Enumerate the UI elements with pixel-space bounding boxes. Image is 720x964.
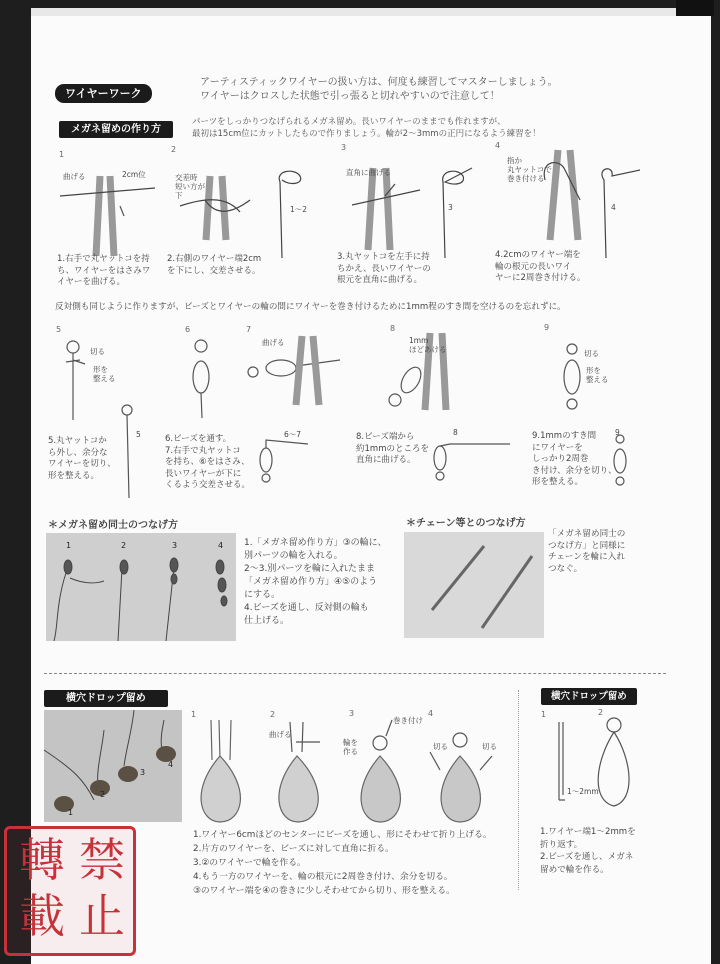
caption-line: ち、ワイヤーをはさみワ bbox=[57, 265, 151, 276]
join-title: ＊メガネ留め同士のつなげ方 bbox=[48, 520, 178, 531]
photo-number: 4 bbox=[168, 760, 174, 769]
caption-line: ワイヤーを切り、 bbox=[48, 459, 116, 469]
caption-line: 「メガネ留め同士の bbox=[548, 529, 626, 539]
step-number: 1 bbox=[541, 710, 547, 719]
caption-line: 2〜3.別パーツを輪に入れたまま bbox=[244, 564, 375, 574]
hand-note: 巻き付け bbox=[393, 716, 423, 725]
caption-line: 別パーツの輪を入れる。 bbox=[244, 551, 343, 561]
step-number: 2 bbox=[270, 710, 276, 719]
caption-line: き付け、余分を切り、 bbox=[532, 465, 617, 476]
hand-note bbox=[343, 738, 358, 756]
caption-line: つなげ方」と同様に bbox=[548, 540, 626, 551]
caption-line: 2.右側のワイヤー端2cm bbox=[167, 254, 262, 264]
hand-note-part: 1〜2 bbox=[567, 787, 585, 796]
step-caption bbox=[48, 436, 116, 482]
caption-line: 4.2cmのワイヤー端を bbox=[495, 250, 581, 260]
caption-line: 長いワイヤーが下に bbox=[165, 468, 242, 479]
step-number: 4 bbox=[495, 141, 501, 150]
hand-note-line: 丸ヤットコで bbox=[507, 165, 552, 174]
caption-line: 2.片方のワイヤーを、ビーズに対して直角に折る。 bbox=[193, 844, 394, 854]
caption-line: 1.ワイヤー端1〜2mmを bbox=[540, 827, 636, 837]
caption-line: 約1mmのところを bbox=[356, 443, 429, 454]
chain-photo bbox=[404, 532, 544, 638]
caption-line: つなぐ。 bbox=[548, 563, 583, 574]
caption-line: 9.1mmのすき間 bbox=[532, 431, 597, 441]
hand-note-line: 短い方が bbox=[175, 182, 205, 191]
step-caption bbox=[356, 432, 429, 467]
step-number: 4 bbox=[428, 709, 434, 718]
caption-line: 形を整える。 bbox=[532, 477, 584, 487]
step-number: 9 bbox=[544, 323, 550, 332]
hand-note bbox=[409, 336, 447, 354]
hand-note-line: 下 bbox=[175, 191, 183, 200]
join-steps bbox=[244, 537, 387, 628]
caption-line: 折り返す。 bbox=[540, 839, 583, 850]
step-number: 3 bbox=[349, 709, 355, 718]
caption-line: イヤーを曲げる。 bbox=[57, 277, 126, 287]
join-photo-art bbox=[46, 533, 236, 641]
drop2-steps bbox=[540, 826, 636, 876]
hand-note-line: ほどあける bbox=[409, 345, 447, 354]
note-line: パーツをしっかりつなげられるメガネ留め。長いワイヤーのままでも作れますが、 bbox=[192, 117, 506, 127]
chain-title: ＊チェーン等とのつなげ方 bbox=[406, 518, 526, 529]
caption-line: 直角に曲げる。 bbox=[356, 455, 416, 465]
hand-note bbox=[507, 156, 552, 183]
step-number: 2 bbox=[598, 708, 604, 717]
caption-line: 輪の根元の長いワイ bbox=[495, 261, 572, 272]
hand-note-line: 輪を bbox=[343, 738, 358, 747]
photo-number: 1 bbox=[68, 808, 74, 817]
step-number: 7 bbox=[246, 325, 252, 334]
photo-number: 3 bbox=[140, 768, 146, 777]
hand-note-line: 整える bbox=[586, 375, 609, 384]
hand-note: 切る bbox=[584, 349, 599, 358]
step-number: 3 bbox=[341, 143, 347, 152]
hand-note-part: mm bbox=[584, 787, 599, 796]
step-number: 5 bbox=[56, 325, 62, 334]
hand-note: 曲げる bbox=[262, 338, 285, 347]
section-divider bbox=[44, 673, 666, 674]
caption-line: 1.ワイヤー6cmほどのセンターにビーズを通し、形にそわせて折り上げる。 bbox=[193, 830, 492, 840]
step-number: 6 bbox=[185, 325, 191, 334]
step-caption bbox=[495, 250, 585, 285]
step-caption bbox=[165, 434, 250, 492]
caption-line: 「メガネ留め作り方」④⑤のよう bbox=[244, 577, 378, 587]
caption-line: 1.右手で丸ヤットコを持 bbox=[57, 254, 150, 264]
sub-number: 8 bbox=[453, 428, 458, 437]
drop-photo bbox=[44, 710, 182, 822]
hand-note: 曲げる bbox=[269, 730, 292, 739]
caption-line: 留めで輪を作る。 bbox=[540, 864, 609, 875]
intro-line: アーティスティックワイヤーの扱い方は、何度も練習してマスターしましょう。 bbox=[200, 77, 558, 88]
subsection-title-megane: メガネ留めの作り方 bbox=[59, 121, 173, 138]
hand-note-line: 巻き付ける bbox=[507, 174, 545, 183]
stamp-char: 止 bbox=[79, 889, 125, 943]
hand-note-line: 指か bbox=[507, 156, 522, 165]
no-reprint-stamp bbox=[4, 826, 136, 956]
photo-number: 2 bbox=[100, 790, 106, 799]
note-line: 最初は15cm位にカットしたもので作りましょう。輪が2〜3mmの正円になるよう練習を！ bbox=[192, 129, 541, 139]
caption-line: 根元を直角に曲げる。 bbox=[337, 275, 423, 285]
caption-line: 6.ビーズを通す。 bbox=[165, 434, 232, 444]
caption-line: 8.ビーズ端から bbox=[356, 432, 415, 442]
photo-number: 1 bbox=[66, 541, 72, 550]
step-caption bbox=[167, 254, 261, 277]
step-caption bbox=[57, 254, 150, 289]
sub-number: 5 bbox=[136, 430, 141, 439]
hand-note-line: 整える bbox=[93, 374, 116, 383]
hand-note: 切る bbox=[433, 742, 448, 751]
sub-number: 4 bbox=[611, 203, 616, 212]
step-number: 1 bbox=[191, 710, 197, 719]
mid-note: 反対側も同じように作りますが、ビーズとワイヤーの輪の間にワイヤーを巻き付けるために1mm程のすき間を空けるのを忘れずに。 bbox=[55, 302, 566, 312]
photo-number: 3 bbox=[172, 541, 178, 550]
caption-line: にワイヤーを bbox=[532, 442, 583, 453]
hand-note-line: 作る bbox=[343, 747, 358, 756]
step-caption bbox=[337, 252, 431, 287]
stamp-char: 禁 bbox=[79, 833, 125, 887]
drop-photo-art bbox=[44, 710, 182, 822]
hand-note bbox=[175, 173, 205, 200]
caption-line: ヤーに2周巻き付ける。 bbox=[495, 273, 586, 283]
photo-number: 2 bbox=[121, 541, 127, 550]
caption-line: 4.ビーズを通し、反対側の輪も bbox=[244, 603, 369, 613]
caption-line: チェーンを輪に入れ bbox=[548, 552, 625, 562]
hand-note bbox=[586, 366, 609, 384]
caption-line: を下にし、交差させる。 bbox=[167, 265, 261, 276]
hand-note: 切る bbox=[90, 347, 105, 356]
caption-line: しっかり2周巻 bbox=[532, 454, 589, 464]
sub-number: 6〜7 bbox=[284, 430, 302, 439]
step-number: 1 bbox=[59, 150, 65, 159]
stamp-char: 轉 bbox=[19, 833, 65, 887]
caption-line: 5.丸ヤットコか bbox=[48, 436, 107, 446]
caption-line: ③のワイヤー端を④の巻きに少しそわせてから切り、形を整える。 bbox=[193, 886, 455, 896]
caption-line: くるよう交差させる。 bbox=[165, 480, 251, 490]
chain-text bbox=[548, 529, 625, 575]
caption-line: 2.ビーズを通し、メガネ bbox=[540, 852, 634, 862]
hand-note-line: 交差時 bbox=[175, 173, 198, 182]
caption-line: ちかえ、長いワイヤーの bbox=[337, 263, 431, 274]
caption-line: を持ち、⑥をはさみ、 bbox=[165, 457, 250, 467]
caption-line: 3.②のワイヤーで輪を作る。 bbox=[193, 858, 306, 868]
hand-note bbox=[567, 787, 599, 796]
caption-line: 1.「メガネ留め作り方」③の輪に、 bbox=[244, 538, 387, 548]
caption-line: にする。 bbox=[244, 590, 281, 600]
hand-note: 直角に曲げる bbox=[346, 168, 391, 177]
column-divider bbox=[518, 690, 519, 890]
photo-number: 4 bbox=[218, 541, 224, 550]
section-title-wire-work: ワイヤーワーク bbox=[55, 84, 152, 103]
drop-steps bbox=[193, 828, 492, 898]
hand-note: 曲げる bbox=[63, 172, 86, 181]
step-caption bbox=[532, 431, 617, 489]
hand-note-line: 形を bbox=[93, 365, 108, 374]
chain-photo-art bbox=[404, 532, 544, 638]
drop-title: 横穴ドロップ留め bbox=[44, 690, 168, 707]
hand-note: 切る bbox=[482, 742, 497, 751]
caption-line: 7.右手で丸ヤットコ bbox=[165, 445, 241, 456]
stamp-char: 載 bbox=[19, 889, 65, 943]
sub-number: 3 bbox=[448, 203, 453, 212]
hand-note: 2cm位 bbox=[122, 170, 146, 179]
drop2-title: 横穴ドロップ留め bbox=[541, 688, 637, 705]
hand-note-line: 1mm bbox=[409, 336, 429, 345]
join-photo bbox=[46, 533, 236, 641]
sub-number: 9 bbox=[615, 428, 620, 437]
caption-line: 形を整える。 bbox=[48, 470, 100, 481]
caption-line: 3.丸ヤットコを左手に持 bbox=[337, 252, 430, 262]
intro-line: ワイヤーはクロスした状態で引っ張ると切れやすいので注意して！ bbox=[200, 91, 500, 102]
caption-line: 4.もう一方のワイヤーを、輪の根元に2周巻き付け、余分を切る。 bbox=[193, 872, 453, 882]
hand-note-line: 形を bbox=[586, 366, 601, 375]
caption-line: 仕上げる。 bbox=[244, 616, 290, 626]
step-number: 2 bbox=[171, 145, 177, 154]
step-number: 8 bbox=[390, 324, 396, 333]
sub-number: 1〜2 bbox=[290, 205, 308, 214]
hand-note bbox=[93, 365, 116, 383]
caption-line: ら外し、余分な bbox=[48, 447, 108, 458]
